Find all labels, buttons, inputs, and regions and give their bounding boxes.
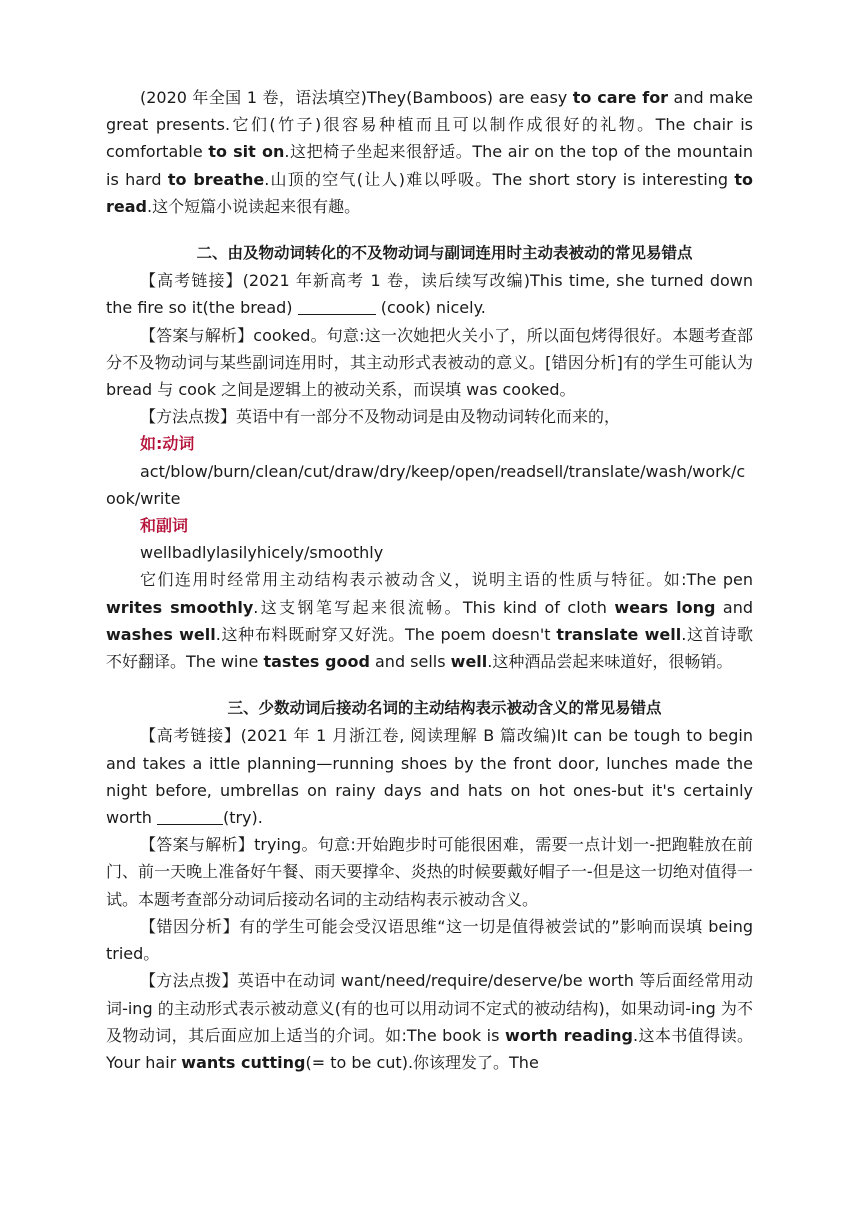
section-3-heading: 三、少数动词后接动名词的主动结构表示被动含义的常见易错点 bbox=[227, 699, 662, 718]
answer-blank bbox=[157, 808, 223, 825]
document-page bbox=[106, 84, 753, 1076]
section-2-answer: 【答案与解析】cooked。句意:这一次她把火关小了，所以面包烤得很好。本题考查部分不及物动词与某些副词连用时，其主动形式表被动的意义。[错因分析]有的学生可能认为 bread 与 cook 之间是逻辑上的被动关系，而误填 was cooked。 bbox=[106, 325, 753, 400]
section-3-method: 【方法点拨】英语中在动词 want/need/require/deserve/be worth 等后面经常用动词-ing 的主动形式表示被动意义(有的也可以用动词不定式的被动结构)，如果动词-ing 为不及物动词，其后面应加上适当的介词。如:The book is worth reading.这本书值得读。Your hair wants cutting(= to be cut).你该理发了。The bbox=[106, 971, 753, 1072]
section-3-error: 【错因分析】有的学生可能会受汉语思维“这一切是值得被尝试的”影响而误填 being tried。 bbox=[106, 916, 753, 964]
section-3-answer: 【答案与解析】trying。句意:开始跑步时可能很困难，需要一点计划一-把跑鞋放在前门、前一天晚上准备好午餐、雨天要撑伞、炎热的时候要戴好帽子一-但是这一切绝对值得一试。本题考查部分动词后接动名词的主动结构表示被动含义。 bbox=[106, 835, 753, 909]
section-3-link: 【高考链接】(2021 年 1 月浙江卷, 阅读理解 B 篇改编)It can be tough to begin and takes a ittle planning—running shoes by the front door, lunches made the night before, umbrellas on rainy days and hats on hot ones-but it's certainly worth (try). bbox=[106, 726, 753, 828]
adverbs-list: wellbadlylasilyhicely/smoothly bbox=[140, 543, 384, 563]
adverbs-label: 和副词 bbox=[140, 516, 189, 536]
intro-paragraph: (2020 年全国 1 卷，语法填空)They(Bamboos) are easy to care for and make great presents.它们(竹子)很容易种植而且可以制作成很好的礼物。The chair is comfortable to sit on.这把椅子坐起来很舒适。The air on the top of the mountain is hard to breathe.山顶的空气(让人)难以呼吸。The short story is interesting to read.这个短篇小说读起来很有趣。 bbox=[106, 88, 754, 216]
verbs-label: 如:动词 bbox=[140, 434, 195, 454]
answer-blank bbox=[298, 298, 376, 315]
section-2-examples: 它们连用时经常用主动结构表示被动含义，说明主语的性质与特征。如:The pen writes smoothly.这支钢笔写起来很流畅。This kind of cloth wears long and washes well.这种布料既耐穿又好洗。The poem doesn't translate well.这首诗歌不好翻译。The wine tastes good and sells well.这种酒品尝起来味道好，很畅销。 bbox=[106, 570, 754, 672]
section-2-heading: 二、由及物动词转化的不及物动词与副词连用时主动表被动的常见易错点 bbox=[196, 244, 693, 263]
section-2-link: 【高考链接】(2021 年新高考 1 卷，读后续写改编)This time, she turned down the fire so it(the bread) (cook) nicely. bbox=[106, 271, 753, 318]
section-2-method: 【方法点拨】英语中有一部分不及物动词是由及物动词转化而来的， bbox=[140, 407, 621, 427]
verbs-list: act/blow/burn/clean/cut/draw/dry/keep/open/readsell/translate/wash/work/cook/write bbox=[106, 461, 746, 508]
